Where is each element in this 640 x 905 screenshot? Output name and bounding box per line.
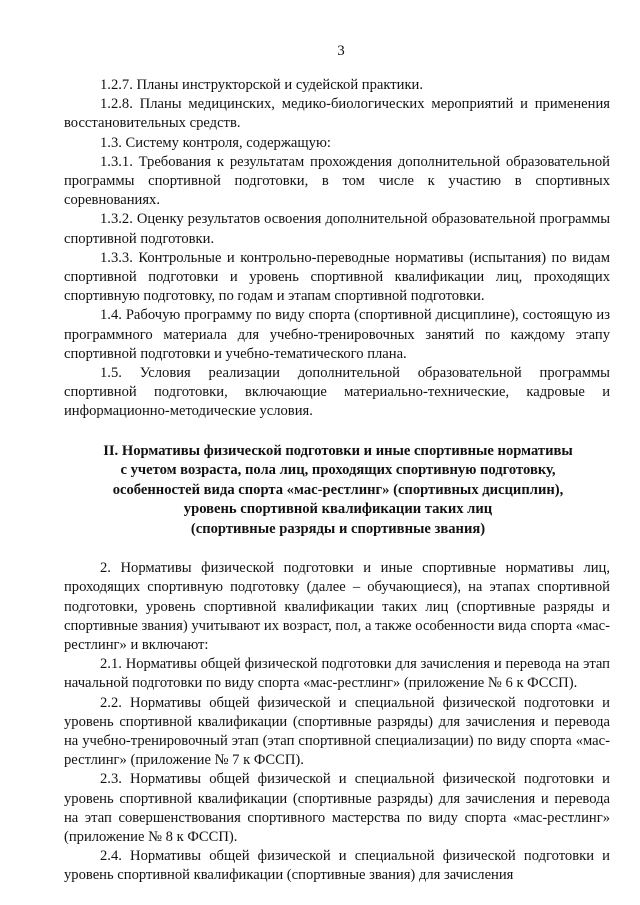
paragraph-1-5: 1.5. Условия реализации дополнительной образовательной программы спортивной подготовки, включающие материально-технические, кадровые и информационно-методические условия. bbox=[64, 365, 610, 420]
paragraph-2-3: 2.3. Нормативы общей физической и специальной физической подготовки и уровень спортивной квалификации (спортивные разряды) для зачисления и перевода на этап совершенствования спортивного мастерства по виду спорта «мас-рестлинг» (приложение № 8 к ФССП). bbox=[64, 771, 610, 845]
paragraph-2-1: 2.1. Нормативы общей физической подготовки для зачисления и перевода на этап начальной подготовки по виду спорта «мас-рестлинг» (приложение № 6 к ФССП). bbox=[64, 656, 610, 692]
paragraph-1-3-2: 1.3.2. Оценку результатов освоения дополнительной образовательной программы спортивной подготовки. bbox=[64, 211, 610, 247]
paragraph-2-2: 2.2. Нормативы общей физической и специальной физической подготовки и уровень спортивной квалификации (спортивные разряды) для зачисления и перевода на учебно-тренировочный этап (этап спортивной специализации) по виду спорта «мас-рестлинг» (приложение № 7 к ФССП). bbox=[64, 694, 610, 769]
paragraph-1-3: 1.3. Систему контроля, содержащую: bbox=[100, 134, 331, 151]
section-heading-line: (спортивные разряды и спортивные звания) bbox=[190, 520, 486, 537]
paragraph-1-3-1: 1.3.1. Требования к результатам прохождения дополнительной образовательной программы спортивной подготовки, в том числе к участию в спортивных соревнованиях. bbox=[64, 153, 610, 209]
paragraph-2-4: 2.4. Нормативы общей физической и специальной физической подготовки и уровень спортивной квалификации (спортивные звания) для зачисления bbox=[64, 848, 610, 884]
paragraph-1-2-8: 1.2.8. Планы медицинских, медико-биологических мероприятий и применения восстановительных средств. bbox=[64, 96, 610, 132]
section-heading-line: с учетом возраста, пола лиц, проходящих спортивную подготовку, bbox=[120, 462, 556, 479]
section-heading bbox=[64, 442, 610, 540]
section-heading-line: II. Нормативы физической подготовки и иные спортивные нормативы bbox=[103, 442, 573, 459]
paragraph-2: 2. Нормативы физической подготовки и иные спортивные нормативы лиц, проходящих спортивную подготовку (далее – обучающиеся), на этапах спортивной подготовки, уровень спортивной квалификации таких лиц (спортивные разряды и спортивные звания) учитывают их возраст, пол, а также особенности вида спорта «мас-рестлинг» и включают: bbox=[64, 560, 610, 653]
paragraph-1-3-3: 1.3.3. Контрольные и контрольно-переводные нормативы (испытания) по видам спортивной подготовки и уровень спортивной квалификации лиц, проходящих спортивную подготовку, по годам и этапам спортивной подготовки. bbox=[64, 249, 610, 305]
page-number: 3 bbox=[337, 43, 345, 59]
paragraph-1-4: 1.4. Рабочую программу по виду спорта (спортивной дисциплине), состоящую из программного материала для учебно-тренировочных занятий по каждому этапу спортивной подготовки и учебно-тематического плана. bbox=[64, 307, 610, 362]
paragraph-1-2-7: 1.2.7. Планы инструкторской и судейской практики. bbox=[100, 77, 423, 93]
section-heading-line: уровень спортивной квалификации таких лиц bbox=[183, 501, 493, 518]
section-heading-line: особенностей вида спорта «мас-рестлинг» (спортивных дисциплин), bbox=[112, 481, 564, 498]
